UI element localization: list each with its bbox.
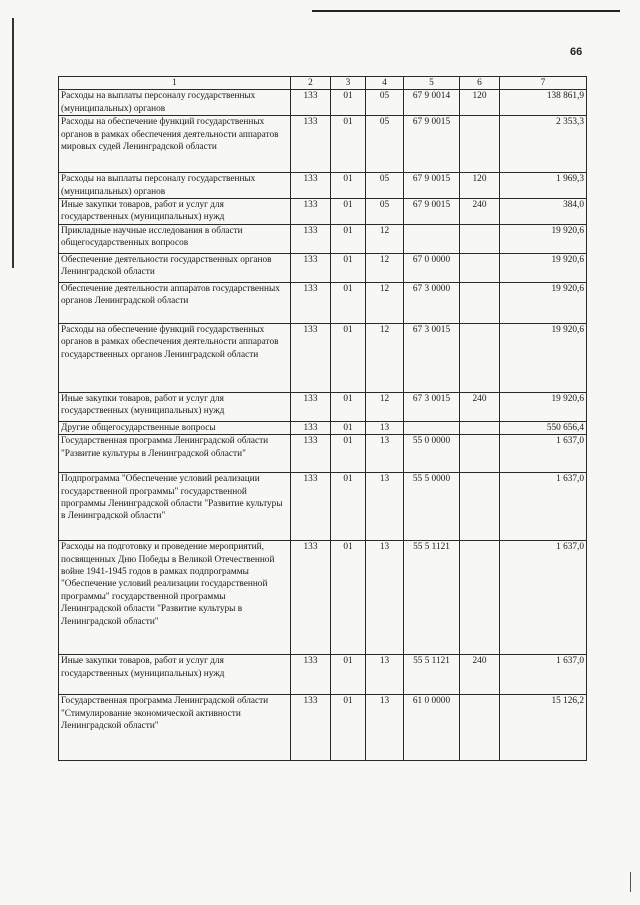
page-number: 66 <box>570 46 583 58</box>
cell-section: 01 <box>331 282 366 323</box>
cell-admin: 133 <box>291 473 331 541</box>
cell-target <box>404 224 460 253</box>
column-header: 4 <box>366 77 404 90</box>
cell-target: 67 3 0015 <box>404 323 460 392</box>
cell-target: 67 0 0000 <box>404 253 460 282</box>
cell-target: 67 3 0015 <box>404 392 460 421</box>
cell-section: 01 <box>331 323 366 392</box>
cell-admin: 133 <box>291 224 331 253</box>
cell-amount: 138 861,9 <box>500 90 587 116</box>
cell-admin: 133 <box>291 421 331 434</box>
cell-section: 01 <box>331 695 366 761</box>
cell-admin: 133 <box>291 116 331 173</box>
cell-target: 67 9 0015 <box>404 199 460 225</box>
cell-expense <box>460 282 500 323</box>
cell-target: 55 5 1121 <box>404 541 460 655</box>
table-row <box>59 541 587 655</box>
cell-section: 01 <box>331 473 366 541</box>
cell-amount: 550 656,4 <box>500 421 587 434</box>
scan-edge-line <box>12 18 14 268</box>
cell-amount: 1 637,0 <box>500 541 587 655</box>
cell-subsection: 12 <box>366 253 404 282</box>
cell-section: 01 <box>331 224 366 253</box>
cell-subsection: 05 <box>366 90 404 116</box>
cell-amount: 15 126,2 <box>500 695 587 761</box>
cell-section: 01 <box>331 199 366 225</box>
column-header: 6 <box>460 77 500 90</box>
cell-expense <box>460 421 500 434</box>
cell-subsection: 13 <box>366 695 404 761</box>
cell-amount: 19 920,6 <box>500 323 587 392</box>
cell-section: 01 <box>331 253 366 282</box>
scan-edge-line <box>630 872 631 892</box>
cell-subsection: 05 <box>366 199 404 225</box>
cell-target: 55 5 1121 <box>404 655 460 695</box>
cell-subsection: 13 <box>366 473 404 541</box>
cell-name: Государственная программа Ленинградской области "Развитие культуры в Ленинградской области" <box>59 435 291 473</box>
cell-name: Обеспечение деятельности аппаратов государственных органов Ленинградской области <box>59 282 291 323</box>
table-row <box>59 253 587 282</box>
cell-amount: 19 920,6 <box>500 282 587 323</box>
cell-target: 67 9 0014 <box>404 90 460 116</box>
scan-edge-line <box>312 10 620 12</box>
cell-name: Иные закупки товаров, работ и услуг для государственных (муниципальных) нужд <box>59 199 291 225</box>
cell-subsection: 12 <box>366 392 404 421</box>
table-row <box>59 695 587 761</box>
table-row <box>59 323 587 392</box>
cell-section: 01 <box>331 173 366 199</box>
cell-admin: 133 <box>291 282 331 323</box>
cell-expense: 120 <box>460 173 500 199</box>
cell-name: Иные закупки товаров, работ и услуг для государственных (муниципальных) нужд <box>59 392 291 421</box>
cell-subsection: 12 <box>366 282 404 323</box>
column-header: 2 <box>291 77 331 90</box>
column-header: 5 <box>404 77 460 90</box>
cell-amount: 1 637,0 <box>500 473 587 541</box>
cell-name: Прикладные научные исследования в области общегосударственных вопросов <box>59 224 291 253</box>
cell-expense <box>460 435 500 473</box>
cell-subsection: 13 <box>366 541 404 655</box>
cell-name: Расходы на выплаты персоналу государственных (муниципальных) органов <box>59 90 291 116</box>
cell-amount: 2 353,3 <box>500 116 587 173</box>
cell-name: Государственная программа Ленинградской области "Стимулирование экономической активности Ленинградской области" <box>59 695 291 761</box>
cell-target: 67 3 0000 <box>404 282 460 323</box>
cell-expense <box>460 473 500 541</box>
cell-target <box>404 421 460 434</box>
cell-admin: 133 <box>291 695 331 761</box>
cell-expense <box>460 224 500 253</box>
cell-admin: 133 <box>291 173 331 199</box>
cell-subsection: 12 <box>366 224 404 253</box>
cell-admin: 133 <box>291 655 331 695</box>
cell-amount: 19 920,6 <box>500 224 587 253</box>
column-header: 7 <box>500 77 587 90</box>
cell-section: 01 <box>331 541 366 655</box>
cell-expense: 240 <box>460 199 500 225</box>
cell-target: 67 9 0015 <box>404 173 460 199</box>
cell-expense <box>460 541 500 655</box>
cell-subsection: 05 <box>366 116 404 173</box>
cell-name: Иные закупки товаров, работ и услуг для государственных (муниципальных) нужд <box>59 655 291 695</box>
cell-amount: 384,0 <box>500 199 587 225</box>
cell-target: 67 9 0015 <box>404 116 460 173</box>
cell-subsection: 12 <box>366 323 404 392</box>
cell-name: Расходы на подготовку и проведение мероприятий, посвященных Дню Победы в Великой Отечественной войне 1941-1945 годов в рамках подпрограммы "Обеспечение условий реализации государственной программы" государственной программы Ленинградской области "Развитие культуры в Ленинградской области" <box>59 541 291 655</box>
cell-subsection: 13 <box>366 421 404 434</box>
table-row <box>59 282 587 323</box>
cell-admin: 133 <box>291 90 331 116</box>
cell-section: 01 <box>331 421 366 434</box>
cell-target: 55 0 0000 <box>404 435 460 473</box>
cell-admin: 133 <box>291 541 331 655</box>
cell-expense <box>460 253 500 282</box>
column-header: 1 <box>59 77 291 90</box>
cell-admin: 133 <box>291 392 331 421</box>
cell-name: Расходы на обеспечение функций государственных органов в рамках обеспечения деятельности аппаратов мировых судей Ленинградской области <box>59 116 291 173</box>
cell-section: 01 <box>331 392 366 421</box>
cell-section: 01 <box>331 435 366 473</box>
cell-expense: 240 <box>460 392 500 421</box>
cell-admin: 133 <box>291 435 331 473</box>
budget-table <box>58 76 587 761</box>
cell-expense <box>460 323 500 392</box>
table-row <box>59 173 587 199</box>
cell-name: Другие общегосударственные вопросы <box>59 421 291 434</box>
cell-name: Расходы на выплаты персоналу государственных (муниципальных) органов <box>59 173 291 199</box>
cell-subsection: 05 <box>366 173 404 199</box>
table-row <box>59 199 587 225</box>
table-row <box>59 435 587 473</box>
cell-section: 01 <box>331 116 366 173</box>
column-header: 3 <box>331 77 366 90</box>
table-row <box>59 392 587 421</box>
table-row <box>59 421 587 434</box>
cell-section: 01 <box>331 90 366 116</box>
cell-admin: 133 <box>291 199 331 225</box>
cell-amount: 19 920,6 <box>500 253 587 282</box>
cell-amount: 1 969,3 <box>500 173 587 199</box>
cell-section: 01 <box>331 655 366 695</box>
cell-admin: 133 <box>291 253 331 282</box>
cell-admin: 133 <box>291 323 331 392</box>
cell-target: 55 5 0000 <box>404 473 460 541</box>
cell-name: Расходы на обеспечение функций государственных органов в рамках обеспечения деятельности аппаратов государственных органов Ленинградской области <box>59 323 291 392</box>
cell-subsection: 13 <box>366 655 404 695</box>
cell-subsection: 13 <box>366 435 404 473</box>
cell-expense <box>460 695 500 761</box>
cell-expense: 240 <box>460 655 500 695</box>
table-row <box>59 224 587 253</box>
table-header-row <box>59 77 587 90</box>
table-row <box>59 655 587 695</box>
cell-expense <box>460 116 500 173</box>
cell-amount: 19 920,6 <box>500 392 587 421</box>
table-row <box>59 473 587 541</box>
cell-amount: 1 637,0 <box>500 655 587 695</box>
table-row <box>59 116 587 173</box>
cell-expense: 120 <box>460 90 500 116</box>
cell-name: Подпрограмма "Обеспечение условий реализации государственной программы" государственной программы Ленинградской области "Развитие культуры в Ленинградской области" <box>59 473 291 541</box>
table-row <box>59 90 587 116</box>
cell-amount: 1 637,0 <box>500 435 587 473</box>
cell-name: Обеспечение деятельности государственных органов Ленинградской области <box>59 253 291 282</box>
cell-target: 61 0 0000 <box>404 695 460 761</box>
